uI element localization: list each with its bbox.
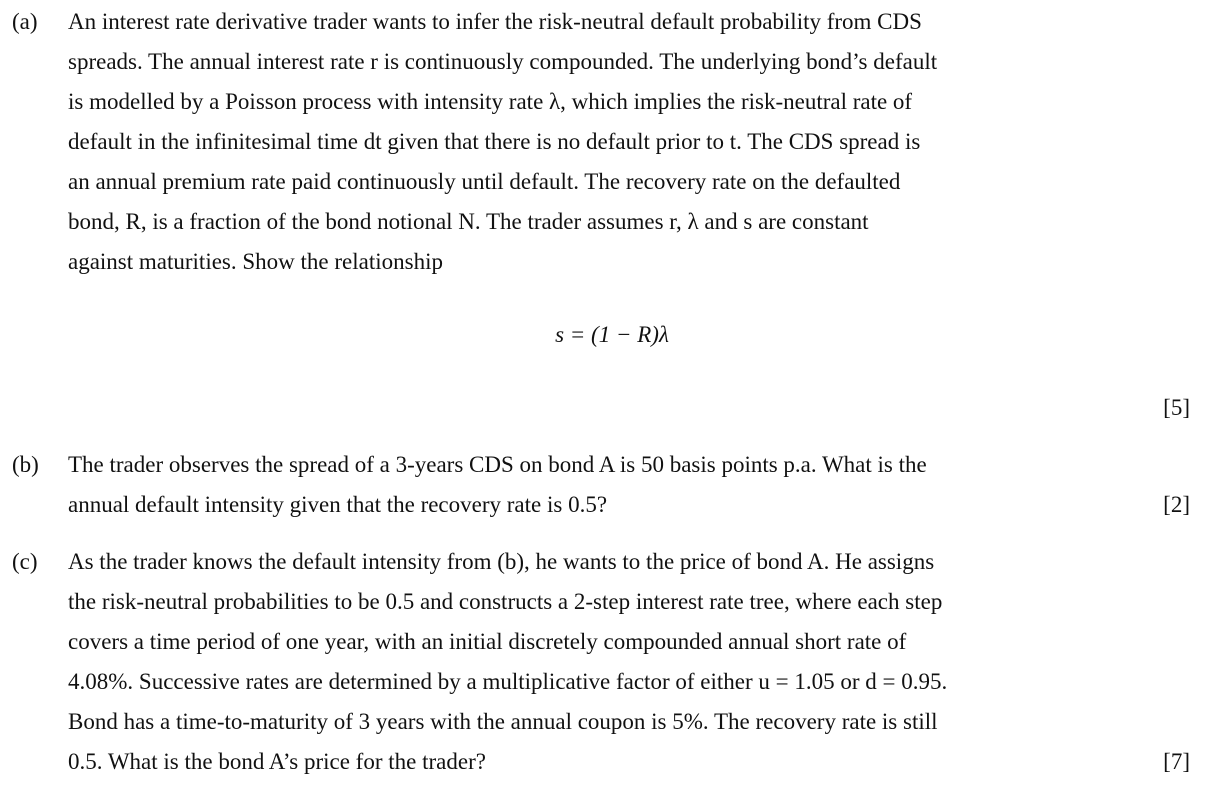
text-line: default in the infinitesimal time dt given that there is no default prior to t. The CDS spread is — [68, 129, 921, 154]
text-line: An interest rate derivative trader wants to infer the risk-neutral default probability from CDS — [68, 9, 922, 34]
text-line: bond, R, is a fraction of the bond notional N. The trader assumes r, λ and s are constant — [68, 209, 869, 234]
text-line: 4.08%. Successive rates are determined by a multiplicative factor of either u = 1.05 or d = 0.95. — [68, 669, 948, 694]
question-label: (b) — [12, 452, 39, 477]
question-text — [68, 542, 1196, 782]
marks-b: [2] — [1163, 492, 1190, 517]
text-line: against maturities. Show the relationship — [68, 249, 443, 274]
text-line: is modelled by a Poisson process with intensity rate λ, which implies the risk-neutral rate of — [68, 89, 913, 114]
text-line: covers a time period of one year, with an initial discretely compounded annual short rate of — [68, 629, 907, 654]
text-line: the risk-neutral probabilities to be 0.5 and constructs a 2-step interest rate tree, where each step — [68, 589, 943, 614]
marks-a: [5] — [1163, 395, 1190, 420]
text-line: 0.5. What is the bond A’s price for the trader? — [68, 749, 486, 774]
question-label: (c) — [12, 549, 38, 574]
text-line: Bond has a time-to-maturity of 3 years with the annual coupon is 5%. The recovery rate is still — [68, 709, 938, 734]
formula: s = (1 − R)λ — [555, 322, 669, 347]
text-line: As the trader knows the default intensity from (b), he wants to the price of bond A. He assigns — [68, 549, 935, 574]
text-line: spreads. The annual interest rate r is continuously compounded. The underlying bond’s default — [68, 49, 938, 74]
marks-c: [7] — [1163, 749, 1190, 774]
question-label: (a) — [12, 9, 38, 34]
question-text — [68, 2, 1196, 282]
text-line: annual default intensity given that the recovery rate is 0.5? — [68, 492, 608, 517]
text-line: an annual premium rate paid continuously until default. The recovery rate on the defaulted — [68, 169, 901, 194]
text-line: The trader observes the spread of a 3-years CDS on bond A is 50 basis points p.a. What is the — [68, 452, 927, 477]
question-text — [68, 445, 1196, 525]
